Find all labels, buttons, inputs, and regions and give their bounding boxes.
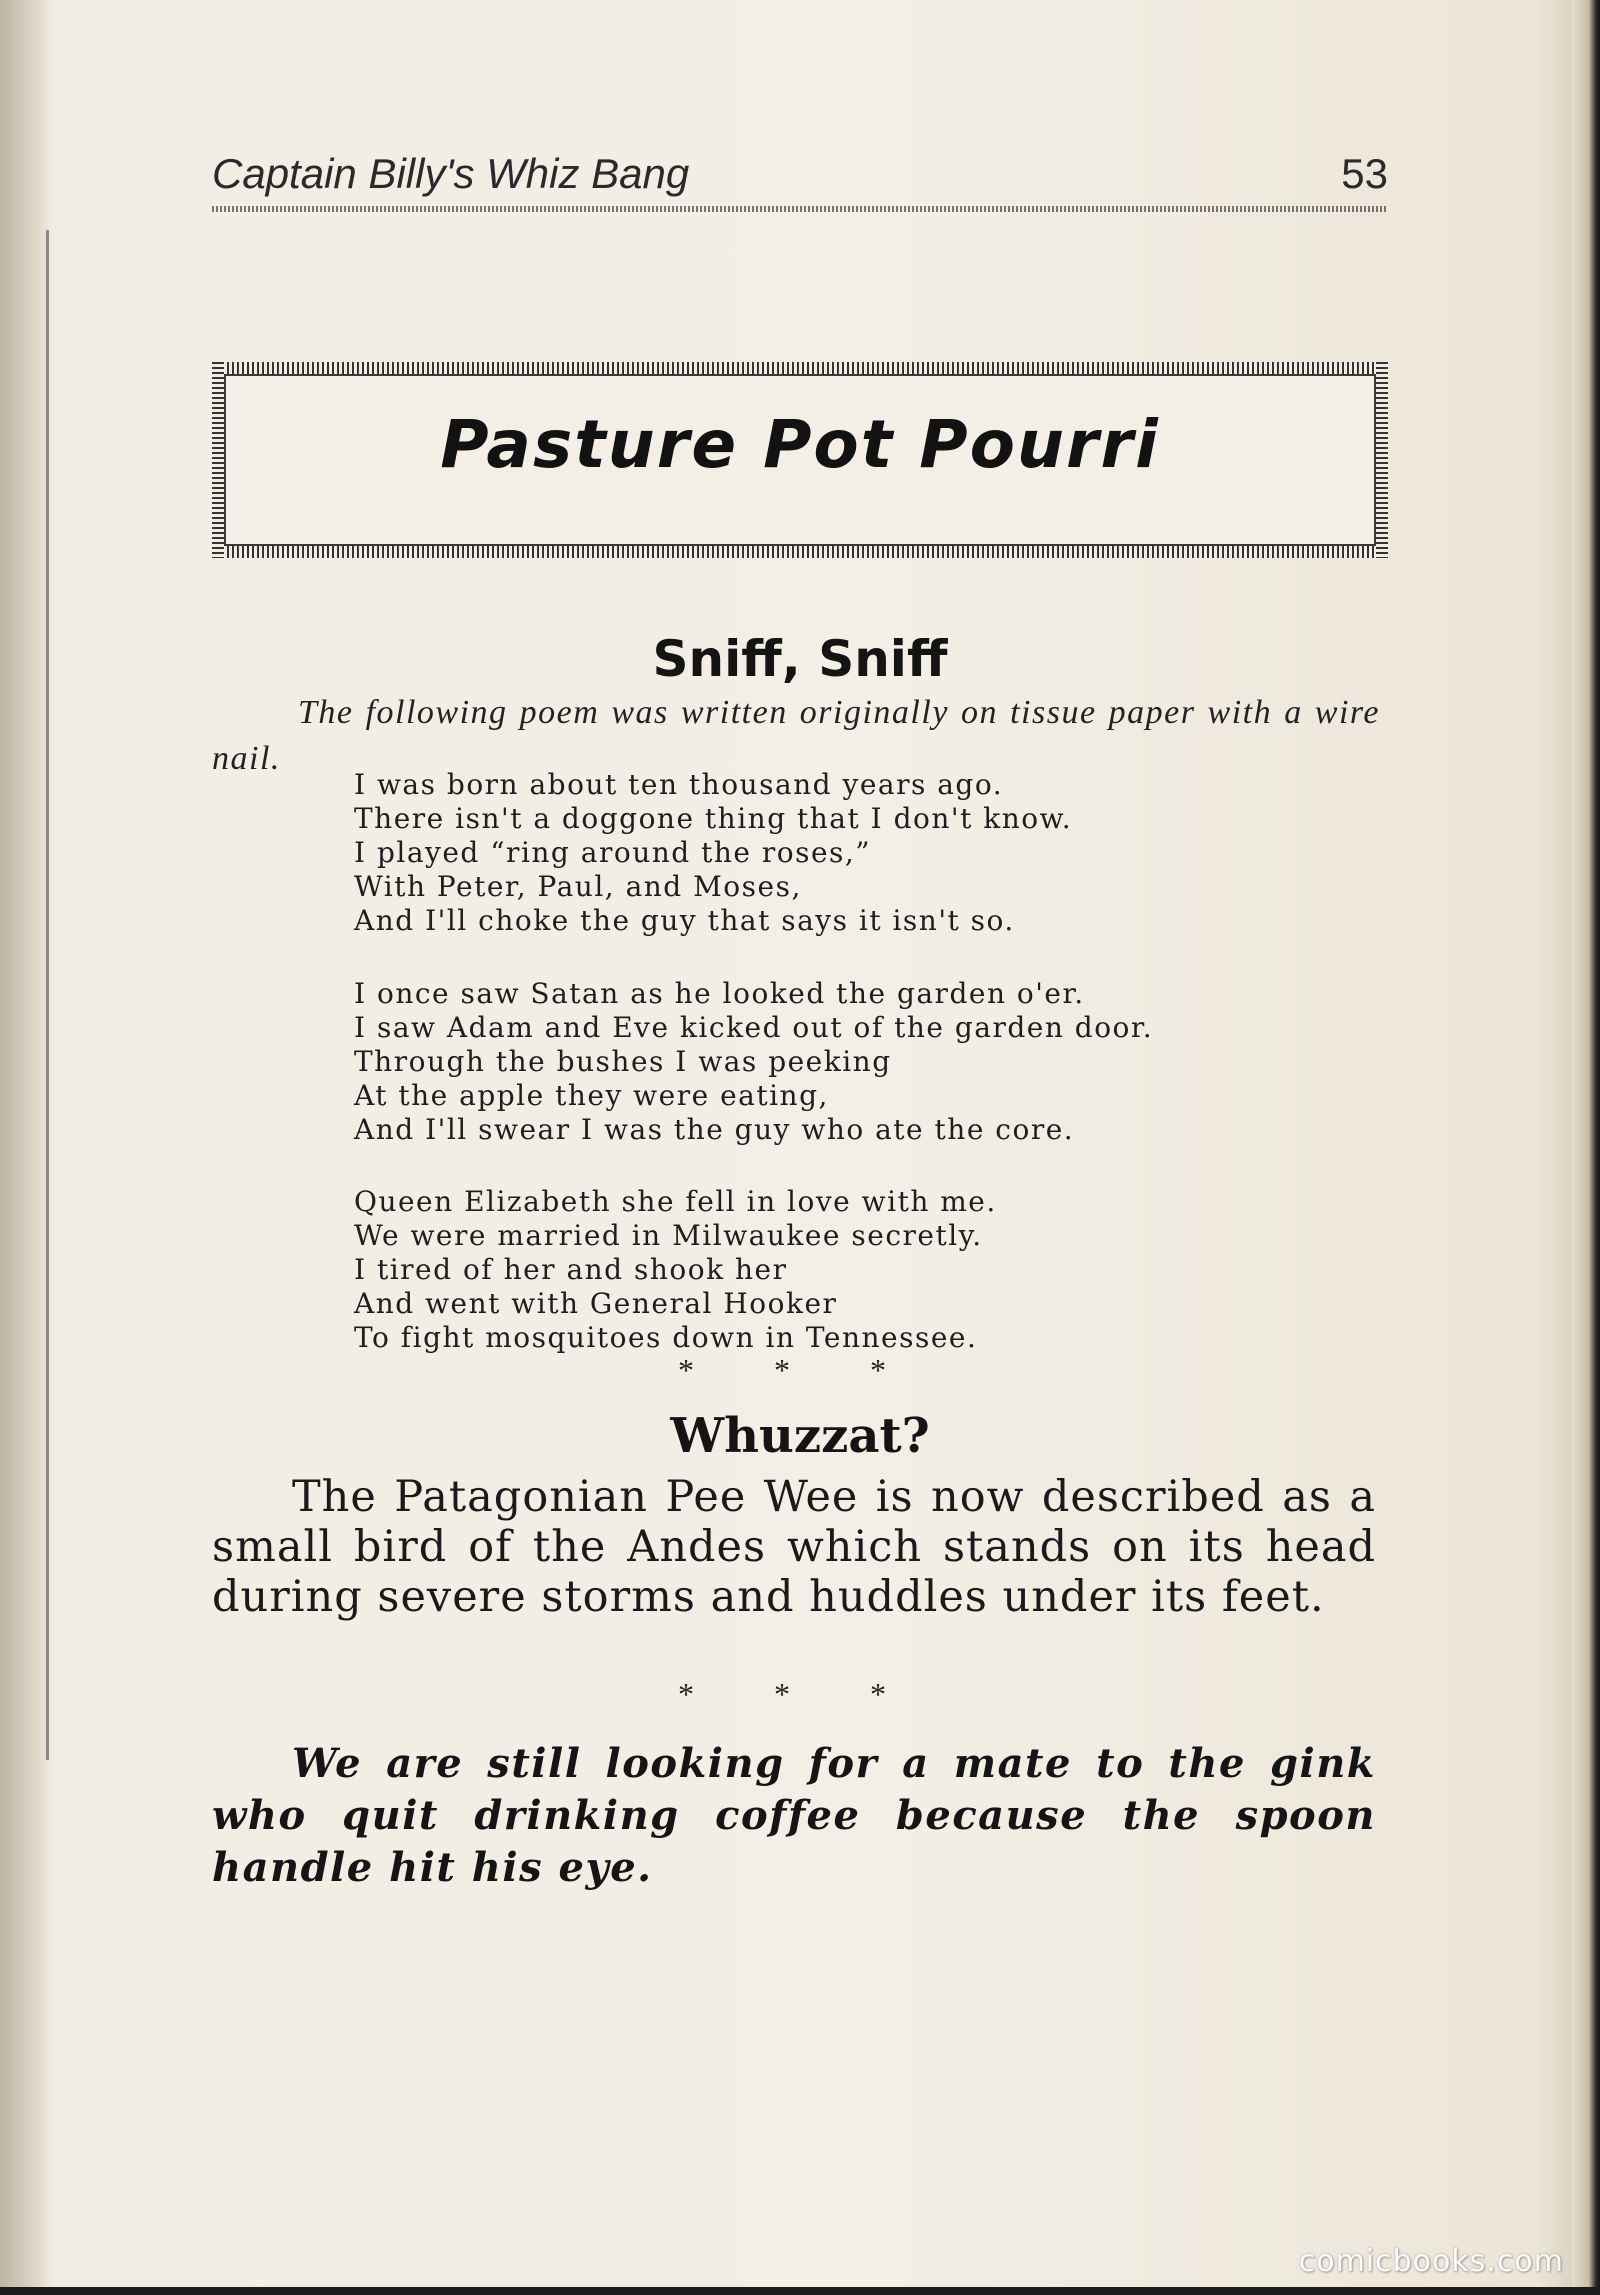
section-heading-sniff: Sniff, Sniff	[652, 630, 948, 688]
page-spine-shadow	[0, 0, 50, 2295]
section-heading-whuzzat: Whuzzat?	[670, 1408, 930, 1464]
running-head-title: Captain Billy's Whiz Bang	[212, 150, 690, 197]
section-separator: * * *	[678, 1676, 922, 1712]
poem-stanza	[354, 1185, 1354, 1355]
poem-line: At the apple they were eating,	[354, 1079, 829, 1112]
poem-line: I once saw Satan as he looked the garden o'er.	[354, 977, 1085, 1010]
poem-line: There isn't a doggone thing that I don't know.	[354, 802, 1073, 835]
poem-line: Through the bushes I was peeking	[354, 1045, 892, 1078]
poem-line: To fight mosquitoes down in Tennessee.	[354, 1321, 978, 1354]
poem-line: I was born about ten thousand years ago.	[354, 768, 1004, 801]
whuzzat-paragraph: The Patagonian Pee Wee is now described as a small bird of the Andes which stands on its head during severe storms and huddles under its feet.	[212, 1472, 1376, 1622]
poem-line: And I'll swear I was the guy who ate the core.	[354, 1113, 1075, 1146]
poem-line: With Peter, Paul, and Moses,	[354, 870, 802, 903]
poem-stanza	[354, 977, 1354, 1147]
binding-line	[46, 230, 49, 1760]
poem-stanza	[354, 768, 1354, 938]
running-head	[212, 150, 1388, 210]
page-edge	[1572, 0, 1600, 2295]
poem-line: I saw Adam and Eve kicked out of the garden door.	[354, 1011, 1154, 1044]
poem-line: I played “ring around the roses,”	[354, 836, 872, 869]
poem-intro: The following poem was written originally on tissue paper with a wire nail.	[212, 694, 1380, 777]
poem-line: We were married in Milwaukee secretly.	[354, 1219, 983, 1252]
running-head-rule	[212, 206, 1388, 212]
poem-line: Queen Elizabeth she fell in love with me.	[354, 1185, 997, 1218]
page-bottom-edge	[0, 2287, 1600, 2295]
feature-title-box	[212, 362, 1388, 558]
feature-title-frame	[224, 374, 1376, 546]
site-watermark: comicbooks.com	[1298, 2244, 1564, 2279]
poem-line: And went with General Hooker	[354, 1287, 838, 1320]
page-number: 53	[1341, 150, 1388, 197]
section-separator: * * *	[678, 1352, 922, 1388]
poem-line: I tired of her and shook her	[354, 1253, 788, 1286]
feature-title: Pasture Pot Pourri	[440, 406, 1160, 483]
closing-joke: We are still looking for a mate to the gink who quit drinking coffee because the spoon handle hit his eye.	[212, 1740, 1376, 1891]
poem-line: And I'll choke the guy that says it isn't so.	[354, 904, 1015, 937]
